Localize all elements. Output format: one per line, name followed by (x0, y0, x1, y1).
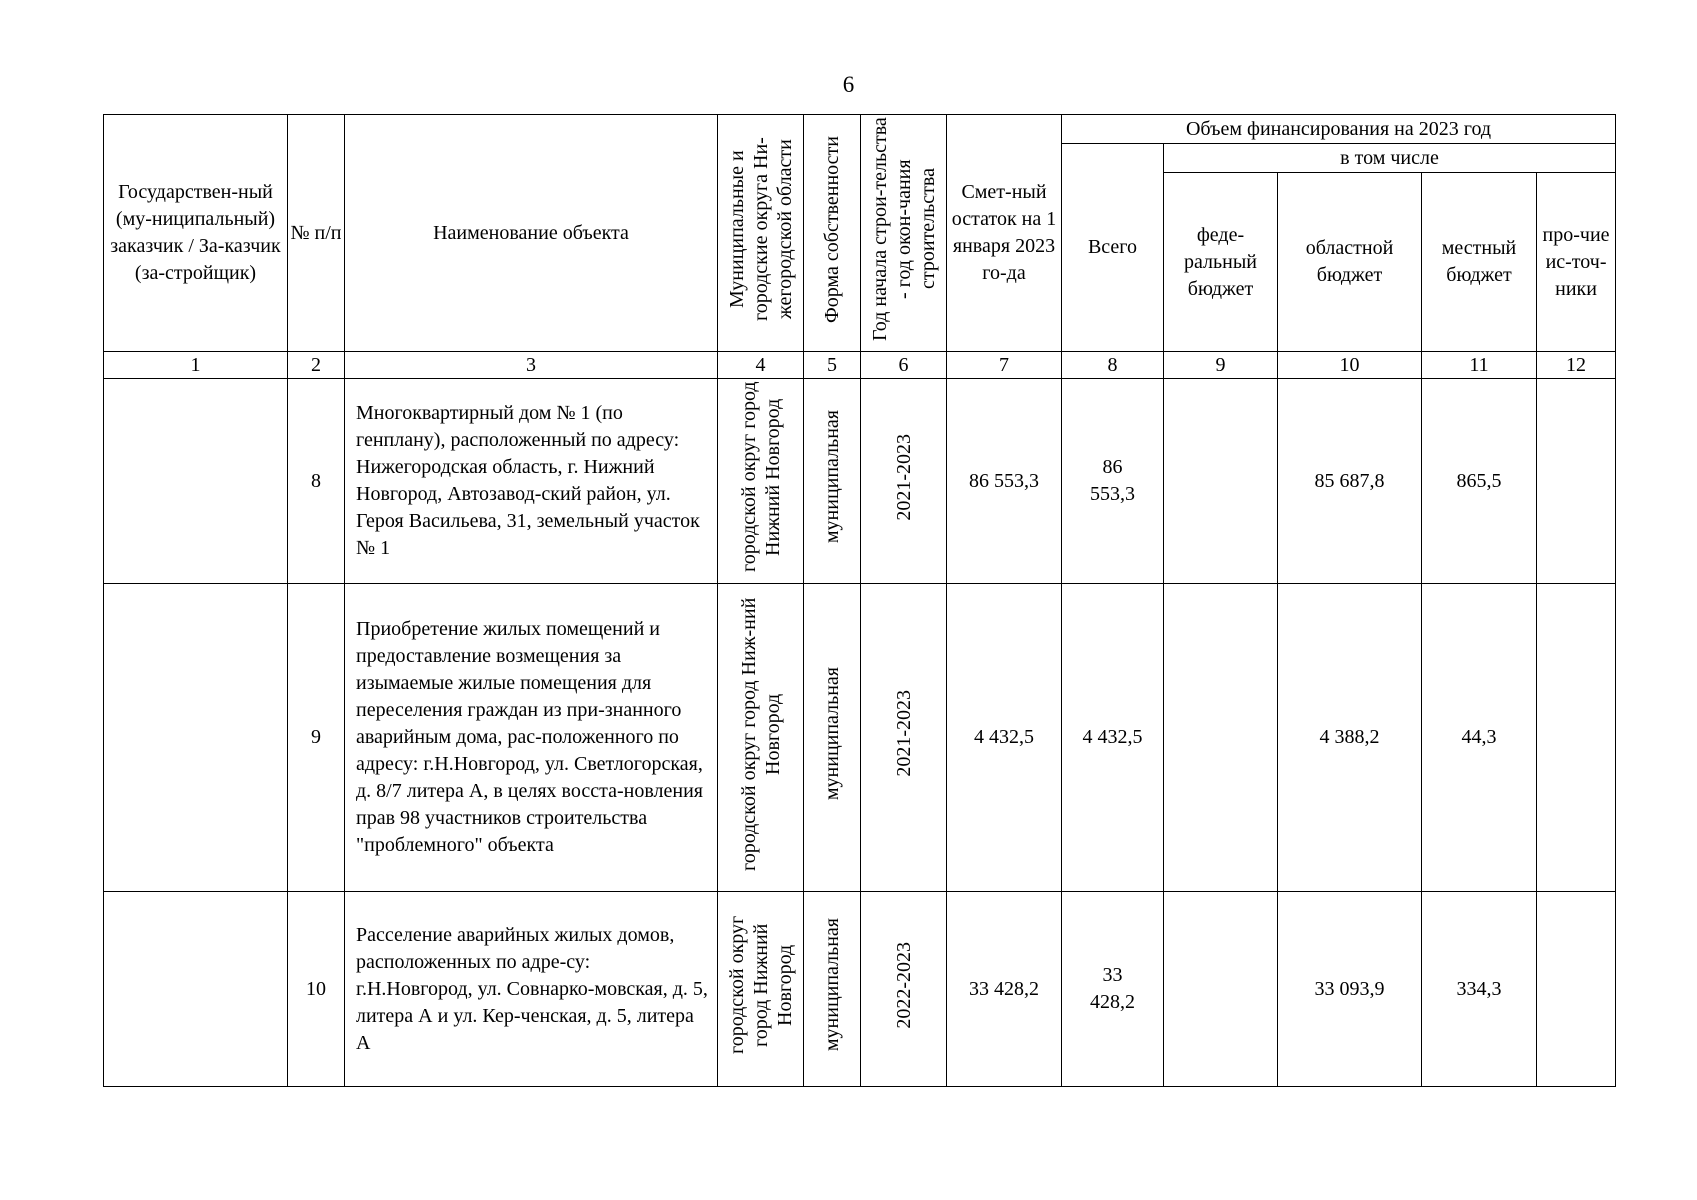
cell-customer (104, 892, 288, 1087)
header-customer: Государствен-ный (му-ниципальный) заказчик / За-казчик (за-стройщик) (104, 115, 288, 352)
cell-municipality (718, 584, 804, 892)
cell-estimate: 33 428,2 (947, 892, 1062, 1087)
cell-ownership (804, 892, 861, 1087)
cell-customer (104, 584, 288, 892)
column-number: 4 (718, 352, 804, 379)
column-number: 8 (1062, 352, 1164, 379)
header-regional: областной бюджет (1278, 173, 1422, 352)
column-number: 1 (104, 352, 288, 379)
cell-local: 334,3 (1422, 892, 1537, 1087)
cell-years (861, 584, 947, 892)
cell-municipality-text: городской округ город Ниж-ний Новгород (737, 596, 784, 871)
cell-years-text: 2022-2023 (892, 941, 915, 1029)
cell-years (861, 892, 947, 1087)
column-number: 9 (1164, 352, 1278, 379)
cell-other (1537, 379, 1616, 584)
cell-ownership (804, 379, 861, 584)
cell-municipality (718, 892, 804, 1087)
column-number: 6 (861, 352, 947, 379)
cell-customer (104, 379, 288, 584)
cell-years (861, 379, 947, 584)
column-number: 3 (345, 352, 718, 379)
cell-regional: 4 388,2 (1278, 584, 1422, 892)
table-row (104, 892, 1616, 1087)
cell-num: 9 (288, 584, 345, 892)
header-municipality (718, 115, 804, 352)
header-num: № п/п (288, 115, 345, 352)
cell-total (1062, 892, 1164, 1087)
cell-federal (1164, 379, 1278, 584)
cell-estimate: 86 553,3 (947, 379, 1062, 584)
column-number: 2 (288, 352, 345, 379)
cell-municipality-text: городской округ город Нижний Новгород (737, 381, 784, 573)
cell-years-text: 2021-2023 (892, 690, 915, 777)
cell-estimate: 4 432,5 (947, 584, 1062, 892)
cell-total-text: 33 428,2 (1090, 964, 1135, 1013)
cell-other (1537, 584, 1616, 892)
header-other: про-чие ис-точ-ники (1537, 173, 1616, 352)
header-municipality-text: Муниципальные и городские округа Ни-жегородской области (725, 137, 796, 321)
header-estimate: Смет-ный остаток на 1 января 2023 го-да (947, 115, 1062, 352)
cell-other (1537, 892, 1616, 1087)
column-number: 5 (804, 352, 861, 379)
header-federal: феде-ральный бюджет (1164, 173, 1278, 352)
table-row (104, 379, 1616, 584)
cell-num: 10 (288, 892, 345, 1087)
cell-regional: 85 687,8 (1278, 379, 1422, 584)
table-row (104, 584, 1616, 892)
header-including: в том числе (1164, 144, 1616, 173)
header-years (861, 115, 947, 352)
column-number: 10 (1278, 352, 1422, 379)
cell-total (1062, 379, 1164, 584)
cell-object-name: Приобретение жилых помещений и предоставление возмещения за изымаемые жилые помещения для переселения граждан из при-знанного аварийным дома, рас-положенного по адресу: г.Н.Новгород, ул. Светлогорская, д. 8/7 литера А, в целях восста-новления прав 98 участников строительства "проблемного" объекта (345, 584, 718, 892)
financing-table (103, 114, 1616, 1087)
header-ownership (804, 115, 861, 352)
column-number-row (104, 352, 1616, 379)
header-ownership-text: Форма собственности (821, 135, 843, 323)
cell-local: 865,5 (1422, 379, 1537, 584)
header-funding-group: Объем финансирования на 2023 год (1062, 115, 1616, 144)
cell-ownership-text: муниципальная (821, 410, 843, 544)
cell-total: 4 432,5 (1062, 584, 1164, 892)
cell-ownership (804, 584, 861, 892)
cell-federal (1164, 892, 1278, 1087)
page-number: 6 (842, 72, 855, 97)
column-number: 7 (947, 352, 1062, 379)
cell-local: 44,3 (1422, 584, 1537, 892)
cell-object-name: Расселение аварийных жилых домов, расположенных по адре-су: г.Н.Новгород, ул. Совнарко-мовская, д. 5, литера А и ул. Кер-ченская, д. 5, литера А (345, 892, 718, 1087)
cell-municipality-text: городской округ город Нижний Новгород (725, 915, 796, 1055)
cell-years-text: 2021-2023 (892, 433, 915, 521)
cell-municipality (718, 379, 804, 584)
header-object-name: Наименование объекта (345, 115, 718, 352)
cell-federal (1164, 584, 1278, 892)
cell-ownership-text: муниципальная (821, 918, 843, 1052)
header-total: Всего (1062, 144, 1164, 352)
column-number: 12 (1537, 352, 1616, 379)
cell-total-text: 86 553,3 (1090, 456, 1135, 505)
cell-object-name: Многоквартирный дом № 1 (по генплану), расположенный по адресу: Нижегородская область, г. Нижний Новгород, Автозавод-ский район, ул. Героя Васильева, 31, земельный участок № 1 (345, 379, 718, 584)
header-local: местный бюджет (1422, 173, 1537, 352)
cell-regional: 33 093,9 (1278, 892, 1422, 1087)
column-number: 11 (1422, 352, 1537, 379)
header-years-text: Год начала строи-тельства - год окон-чания строительства (868, 117, 939, 341)
cell-num: 8 (288, 379, 345, 584)
cell-ownership-text: муниципальная (821, 666, 843, 801)
